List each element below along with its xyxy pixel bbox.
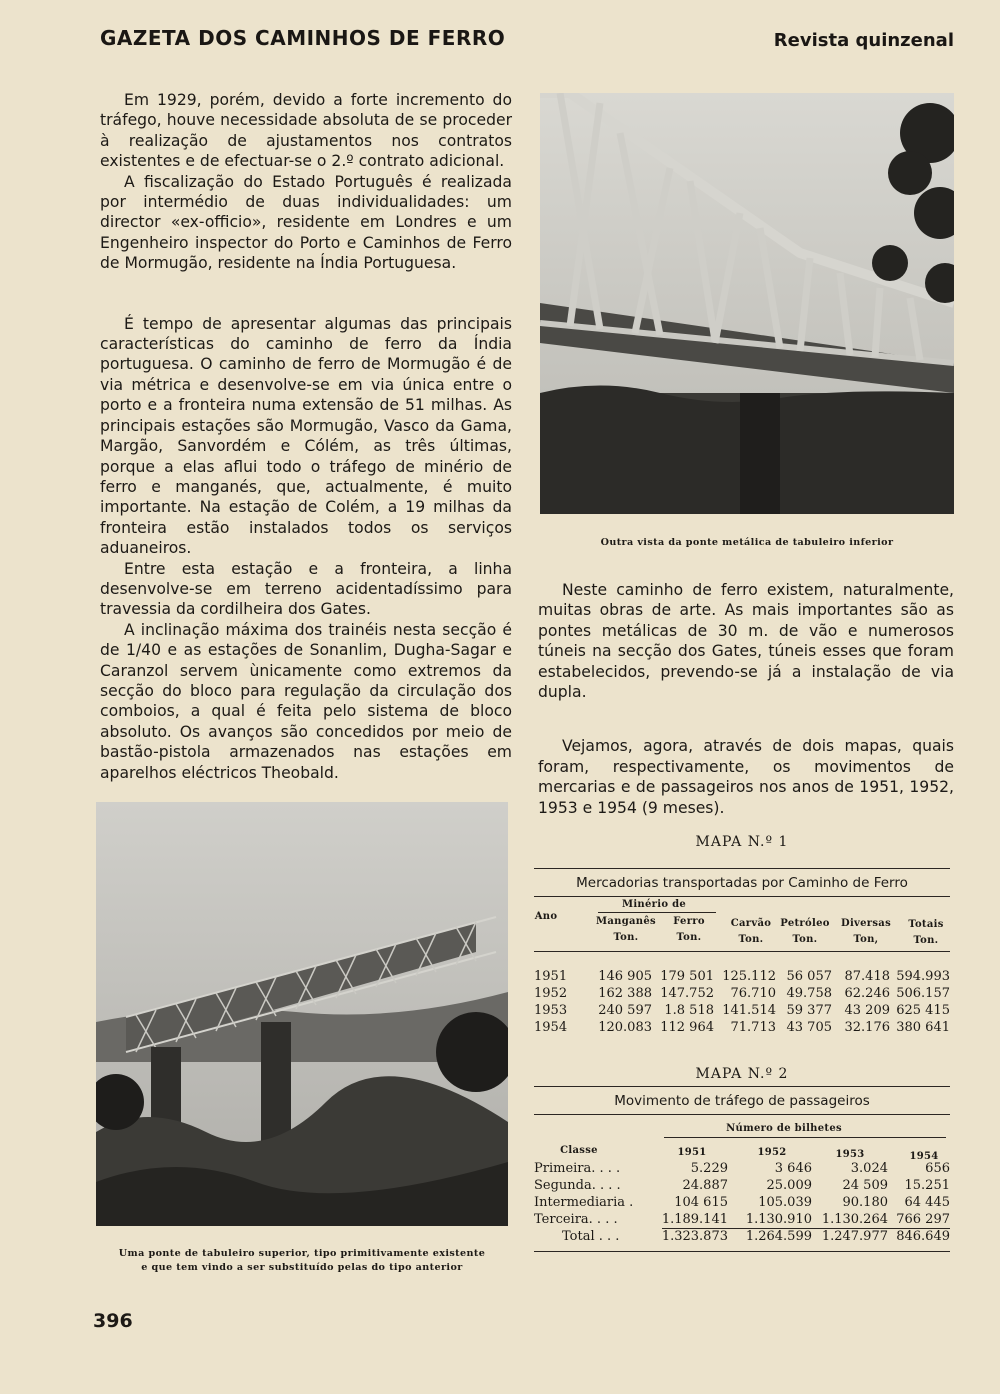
map2-title: MAPA N.º 2	[695, 1066, 789, 1082]
map1-title: MAPA N.º 1	[695, 834, 789, 850]
cell-1952: 1.264.599	[745, 1229, 812, 1244]
cell-diversas: 32.176	[844, 1020, 890, 1035]
cell-1952: 25.009	[766, 1178, 812, 1193]
passenger-table	[534, 1086, 950, 1261]
cell-ferro: 179 501	[660, 969, 714, 984]
cell-carvao: 141.514	[722, 1003, 776, 1018]
cell-1952: 3 646	[774, 1161, 812, 1176]
unit-label: Ton.	[792, 934, 818, 945]
cell-ferro: 1.8 518	[664, 1003, 714, 1018]
table-caption: Movimento de tráfego de passageiros	[614, 1093, 870, 1109]
cell-manganes: 240 597	[598, 1003, 652, 1018]
header-ferro: Ferro	[673, 916, 705, 927]
paragraph: A inclinação máxima dos trainéis nesta secção é de 1/40 e as estações de Sonanlim, Dugha-Sagar e Caranzol servem ùnicamente como extremos da secção do bloco para regulação da circulação dos comboios, a qual é feita pelo sistema de bloco absoluto. Os avanços são concedidos por meio de bastão-pistola armazenados nas estações em aparelhos eléctricos Theobald.	[100, 620, 512, 782]
unit-label: Ton,	[853, 934, 879, 945]
unit-label: Ton.	[738, 934, 764, 945]
paragraph: Vejamos, agora, através de dois mapas, quais foram, respectivamente, os movimentos de mercarias e de passageiros nos anos de 1951, 1952, 1953 e 1954 (9 meses).	[538, 737, 954, 817]
cell-diversas: 62.246	[844, 986, 890, 1001]
caption-line: Uma ponte de tabuleiro superior, tipo primitivamente existente	[118, 1248, 486, 1259]
cell-1954: 656	[925, 1161, 950, 1176]
truss-bridge-photo	[540, 93, 954, 514]
cell-1952: 1.130.910	[745, 1212, 812, 1227]
cell-classe: Primeira. . . .	[534, 1161, 621, 1176]
header-1954: 1954	[909, 1151, 939, 1162]
cell-petroleo: 43 705	[786, 1020, 832, 1035]
cell-ferro: 147.752	[660, 986, 714, 1001]
cell-1951: 104 615	[674, 1195, 728, 1210]
caption-line: e que tem vindo a ser substituído pelas do tipo anterior	[141, 1262, 463, 1273]
cell-manganes: 146 905	[598, 969, 652, 984]
header-group-minerio: Minério de	[621, 899, 687, 910]
cell-1953: 24 509	[842, 1178, 888, 1193]
header-ano: Ano	[534, 911, 558, 922]
cell-diversas: 43 209	[844, 1003, 890, 1018]
cell-manganes: 162 388	[598, 986, 652, 1001]
cell-1954: 846.649	[896, 1229, 950, 1244]
cell-diversas: 87.418	[844, 969, 890, 984]
header-carvao: Carvão	[730, 918, 772, 929]
paragraph: Neste caminho de ferro existem, naturalmente, muitas obras de arte. As mais importantes são as pontes metálicas de 30 m. de vão e numerosos túneis na secção dos Gates, túneis esses que foram estabelecidos, prevendo-se já a instalação de via dupla.	[538, 581, 954, 702]
header-manganes: Manganês	[596, 916, 656, 927]
cell-ano: 1954	[534, 1020, 568, 1035]
cell-1951: 1.189.141	[661, 1212, 728, 1227]
page-number: 396	[93, 1310, 133, 1332]
paragraph: A fiscalização do Estado Português é realizada por intermédio de duas individualidades: um director «ex-officio», residente em Londres e um Engenheiro inspector do Porto e Caminhos de Ferro de Mormugão, residente na Índia Portuguesa.	[100, 172, 512, 273]
cell-1954: 64 445	[904, 1195, 950, 1210]
table-caption: Mercadorias transportadas por Caminho de Ferro	[576, 875, 908, 891]
freight-table	[534, 868, 950, 1049]
cell-1954: 15.251	[904, 1178, 950, 1193]
table-rule	[534, 1251, 950, 1252]
cell-classe: Total . . .	[562, 1229, 620, 1244]
header-classe: Classe	[560, 1145, 598, 1156]
cell-petroleo: 59 377	[786, 1003, 832, 1018]
cell-totais: 380 641	[896, 1020, 950, 1035]
cell-manganes: 120.083	[598, 1020, 652, 1035]
cell-1952: 105.039	[758, 1195, 812, 1210]
table-body	[534, 1161, 950, 1261]
header-group-bilhetes: Número de bilhetes	[726, 1123, 842, 1134]
cell-ano: 1952	[534, 986, 568, 1001]
header-1952: 1952	[757, 1147, 787, 1158]
table-header	[534, 1115, 950, 1167]
unit-label: Ton.	[613, 932, 639, 943]
cell-classe: Terceira. . . .	[534, 1212, 618, 1227]
header-1951: 1951	[677, 1147, 707, 1158]
paragraph: É tempo de apresentar algumas das principais características do caminho de ferro da Índia portuguesa. O caminho de ferro de Mormugão é de via métrica e desenvolve-se em via única entre o porto e a fronteira numa extensão de 51 milhas. As principais estações são Mormugão, Vasco da Gama, Margão, Sanvordém e Cólém, as três últimas, porque a elas aflui todo o tráfego de minério de ferro e manganés, que, actualmente, é muito importante. Na estação de Colém, a 19 milhas da fronteira estão instalados todos os serviços aduaneiros.	[100, 314, 512, 558]
cell-totais: 506.157	[896, 986, 950, 1001]
header-diversas: Diversas	[840, 918, 892, 929]
header-1953: 1953	[835, 1149, 865, 1160]
cell-ano: 1951	[534, 969, 568, 984]
left-column	[100, 90, 512, 783]
cell-carvao: 71.713	[730, 1020, 776, 1035]
header-petroleo: Petróleo	[780, 918, 830, 929]
group-underline	[598, 912, 716, 913]
cell-petroleo: 49.758	[786, 986, 832, 1001]
cell-classe: Intermediaria .	[534, 1195, 634, 1210]
journal-title: GAZETA DOS CAMINHOS DE FERRO	[100, 26, 506, 50]
unit-label: Ton.	[676, 932, 702, 943]
right-column	[538, 580, 954, 818]
paragraph: Entre esta estação e a fronteira, a linha desenvolve-se em terreno acidentadíssimo para travessia da cordilheira dos Gates.	[100, 559, 512, 619]
photo-caption	[96, 1247, 508, 1275]
cell-1953: 3.024	[850, 1161, 888, 1176]
group-underline	[664, 1137, 946, 1138]
table-body	[534, 969, 950, 1049]
journal-subtitle: Revista quinzenal	[773, 30, 954, 51]
cell-ferro: 112 964	[660, 1020, 714, 1035]
header-totais: Totais	[908, 919, 944, 930]
cell-classe: Segunda. . . .	[534, 1178, 621, 1193]
cell-totais: 594.993	[896, 969, 950, 984]
cell-1951: 1.323.873	[661, 1229, 728, 1244]
cell-1951: 24.887	[682, 1178, 728, 1193]
cell-1954: 766 297	[896, 1212, 950, 1227]
cell-ano: 1953	[534, 1003, 568, 1018]
deck-bridge-photo	[96, 802, 508, 1226]
unit-label: Ton.	[913, 935, 939, 946]
paragraph: Em 1929, porém, devido a forte incremento do tráfego, houve necessidade absoluta de se proceder à realização de ajustamentos nos contratos existentes e de efectuar-se o 2.º contrato adicional.	[100, 91, 512, 171]
cell-1953: 1.247.977	[821, 1229, 888, 1244]
cell-1951: 5.229	[690, 1161, 728, 1176]
cell-carvao: 76.710	[730, 986, 776, 1001]
cell-carvao: 125.112	[722, 969, 776, 984]
cell-petroleo: 56 057	[786, 969, 832, 984]
photo-caption: Outra vista da ponte metálica de tabuleiro inferior	[600, 537, 894, 548]
cell-1953: 90.180	[842, 1195, 888, 1210]
cell-1953: 1.130.264	[821, 1212, 888, 1227]
table-rule	[534, 951, 950, 952]
cell-totais: 625 415	[896, 1003, 950, 1018]
